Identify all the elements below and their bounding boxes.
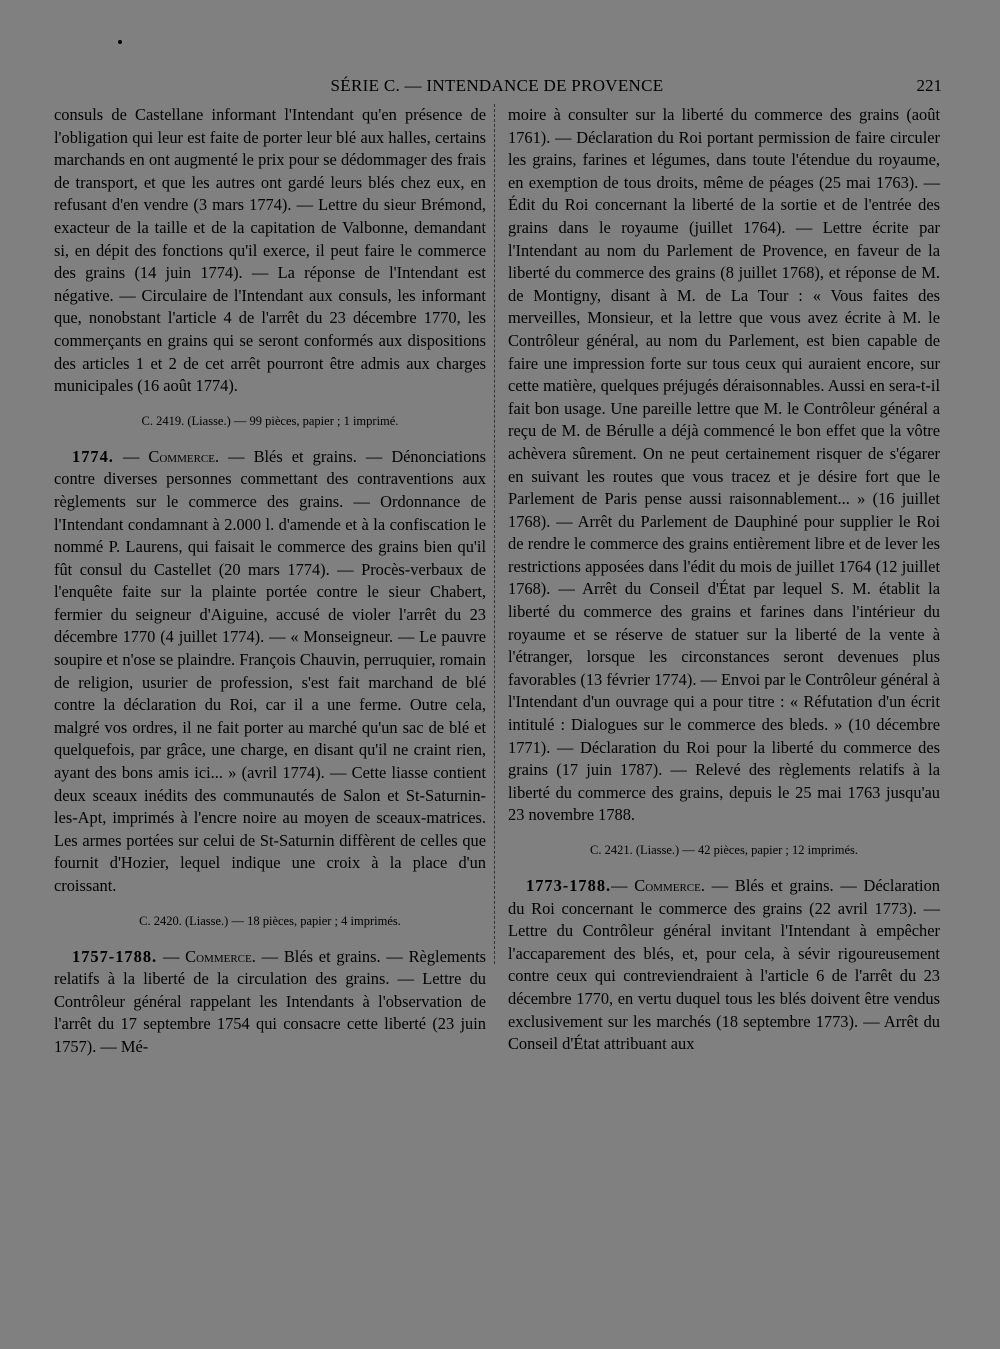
entry-rubric: Commerce. bbox=[148, 446, 220, 466]
entry-date: 1757-1788. bbox=[72, 946, 158, 966]
archive-reference: C. 2419. (Liasse.) — 99 pièces, papier ; 1 imprimé. bbox=[141, 413, 399, 428]
entry-date: 1774. bbox=[72, 446, 114, 466]
continued-entry-text: moire à consulter sur la liberté du commerce des grains (août 1761). — Déclaration du Roi portant permission de faire circuler les grains, farines et légumes, dans toute l'étendue du royaume, en exemption de tous droits, même de péages (25 mai 1763). — Édit du Roi concernant la liberté de la sortie et de l'entrée des grains dans le royaume (juillet 1764). — Lettre écrite par l'Intendant au nom du Parlement de Provence, en faveur de la liberté du commerce des grains (8 juillet 1768), et réponse de M. de Montigny, disant à M. de La Tour : « Vous faites des merveilles, Monsieur, et la lettre que vous avez écrite à M. le Contrôleur général, au nom du Parlement, est bien capable de faire une impression forte sur tous ceux qui auraient encore, sur cette matière, quelques préjugés déraisonnables. Aussi en sera-t-il fait bon usage. Une pareille lettre que M. le Contrôleur général a reçu de M. de Bérulle a déjà commencé le bon effet que la vôtre achèvera sûrement. On ne peut certainement risquer de s'égarer en suivant les routes que vous tracez et je désire fort que le Parlement de Paris pense aussi raisonnablement... » (16 juillet 1768). — Arrêt du Parlement de Dauphiné pour supplier le Roi de rendre le commerce des grains entièrement libre et de lever les restrictions apposées dans l'édit du mois de juillet 1764 (12 juillet 1768). — Arrêt du Conseil d'État par lequel S. M. établit la liberté du commerce des grains et farines dans l'intérieur du royaume et se réserve de statuer sur la liberté de la vente à l'étranger, lorsque les circonstances seront devenues plus favorables (13 février 1774). — Envoi par le Contrôleur général à l'Intendant d'un ouvrage qui a pour titre : « Réfutation d'un écrit intitulé : Dialogues sur le commerce des bleds. » (10 décembre 1771). — Déclaration du Roi pour la liberté du commerce des grains (17 juin 1787). — Relevé des règlements relatifs à la liberté du commerce des grains, depuis le 25 mai 1763 jusqu'au 23 novembre 1788. bbox=[508, 105, 940, 825]
column-divider bbox=[494, 104, 496, 964]
ink-speck bbox=[118, 40, 122, 44]
continued-entry-text: consuls de Castellane informant l'Intendant qu'en présence de l'obligation qui leur est faite de porter leur blé aux halles, certains marchands en ont augmenté le prix pour se dédommager des frais de transport, et que les autres ont gardé leurs blés chez eux, en refusant d'en vendre (3 mars 1774). — Lettre du sieur Brémond, exacteur de la taille et de la capitation de Valbonne, demandant si, en dépit des fonctions qu'il exerce, il peut faire le commerce des grains (14 juin 1774). — La réponse de l'Intendant est négative. — Circulaire de l'Intendant aux consuls, les informant que, nonobstant l'article 4 de l'arrêt du 23 décembre 1770, les commerçants en grains qui se seront conformés aux dispositions des articles 1 et 2 de cet arrêt pourront être admis aux charges municipales (16 août 1774). bbox=[54, 105, 486, 396]
entry-rubric: Commerce. bbox=[185, 946, 256, 966]
entry-2421: 1773-1788.— Commerce. — Blés et grains. — Déclaration du Roi concernant le commerce des grains (22 avril 1773). — Lettre du Contrôleur général invitant l'Intendant à empêcher l'accaparement des blés, et, pour cela, à sévir rigoureusement contre ceux qui contreviendraient à l'article 6 de l'arrêt du 23 décembre 1770, en vertu duquel tous les blés doivent être vendus exclusivement sur les marchés (18 septembre 1773). — Arrêt du Conseil d'État attribuant aux bbox=[508, 876, 940, 1054]
entry-2420: 1757-1788. — Commerce. — Blés et grains. — Règlements relatifs à la liberté de la circulation des grains. — Lettre du Contrôleur général rappelant les Intendants à l'observation de l'arrêt du 17 septembre 1754 qui consacre cette liberté (23 juin 1757). — Mé- bbox=[54, 946, 486, 1056]
archive-reference: C. 2420. (Liasse.) — 18 pièces, papier ; 4 imprimés. bbox=[139, 913, 401, 928]
page-header bbox=[52, 76, 942, 102]
entry-text: — Blés et grains. — Dénonciations contre diverses personnes commettant des contraventions aux règlements sur le commerce des grains. — Ordonnance de l'Intendant condamnant à 2.000 l. d'amende et à la confiscation le nommé P. Laurens, qui faisait le commerce des grains bien qu'il fût consul du Castellet (20 mars 1774). — Procès-verbaux de l'enquête faite sur la plainte portée contre le sieur Chabert, fermier du seigneur d'Aiguine, accusé de violer l'arrêt du 23 décembre 1770 (4 juillet 1774). — « Monseigneur. — Le pauvre soupire et n'ose se plaindre. François Chauvin, perruquier, romain de religion, usurier de profession, s'est fait marchand de blé contre la déclaration du Roi, car il a une ferme. Outre cela, malgré vos ordres, il ne fait porter au marché qu'un sac de blé et quelquefois, par grâce, une charge, en disant qu'il ne craint rien, ayant des bons amis ici... » (avril 1774). — Cette liasse contient deux sceaux inédits des communautés de Salon et St-Saturnin-les-Apt, imprimés à l'encre noire au moyen de sceaux-matrices. Les armes portées sur celui de St-Saturnin diffèrent de celles que fournit d'Hozier, lequel indique une croix à la place d'un croissant. bbox=[54, 446, 486, 895]
entry-text: — Blés et grains. — Déclaration du Roi concernant le commerce des grains (22 avril 1773). — Lettre du Contrôleur général invitant l'Intendant à empêcher l'accaparement des blés, et, pour cela, à sévir rigoureusement contre ceux qui contreviendraient à l'article 6 de l'arrêt du 23 décembre 1770, en vertu duquel tous les blés doivent être vendus exclusivement sur les marchés (18 septembre 1773). — Arrêt du Conseil d'État attribuant aux bbox=[508, 876, 940, 1054]
page-number: 221 bbox=[916, 76, 942, 95]
entry-text: — Blés et grains. — Règlements relatifs à la liberté de la circulation des grains. — Lettre du Contrôleur général rappelant les Intendants à l'observation de l'arrêt du 17 septembre 1754 qui consacre cette liberté (23 juin 1757). — Mé- bbox=[54, 946, 486, 1056]
left-column bbox=[54, 104, 486, 1059]
entry-rubric: Commerce. bbox=[634, 876, 705, 895]
archive-reference: C. 2421. (Liasse.) — 42 pièces, papier ; 12 imprimés. bbox=[590, 843, 858, 857]
running-title: SÉRIE C. — INTENDANCE DE PROVENCE bbox=[330, 76, 664, 95]
entry-2419: 1774. — Commerce. — Blés et grains. — Dénonciations contre diverses personnes commettant des contraventions aux règlements sur le commerce des grains. — Ordonnance de l'Intendant condamnant à 2.000 l. d'amende et à la confiscation le nommé P. Laurens, qui faisait le commerce des grains bien qu'il fût consul du Castellet (20 mars 1774). — Procès-verbaux de l'enquête faite sur la plainte portée contre le sieur Chabert, fermier du seigneur d'Aiguine, accusé de violer l'arrêt du 23 décembre 1770 (4 juillet 1774). — « Monseigneur. — Le pauvre soupire et n'ose se plaindre. François Chauvin, perruquier, romain de religion, usurier de profession, s'est fait marchand de blé contre la déclaration du Roi, car il a une ferme. Outre cela, malgré vos ordres, il ne fait porter au marché qu'un sac de blé et quelquefois, par grâce, une charge, en disant qu'il ne craint rien, ayant des bons amis ici... » (avril 1774). — Cette liasse contient deux sceaux inédits des communautés de Salon et St-Saturnin-les-Apt, imprimés à l'encre noire au moyen de sceaux-matrices. Les armes portées sur celui de St-Saturnin diffèrent de celles que fournit d'Hozier, lequel indique une croix à la place d'un croissant. bbox=[54, 446, 486, 895]
right-column bbox=[508, 104, 940, 1056]
entry-date: 1773-1788. bbox=[526, 876, 612, 895]
